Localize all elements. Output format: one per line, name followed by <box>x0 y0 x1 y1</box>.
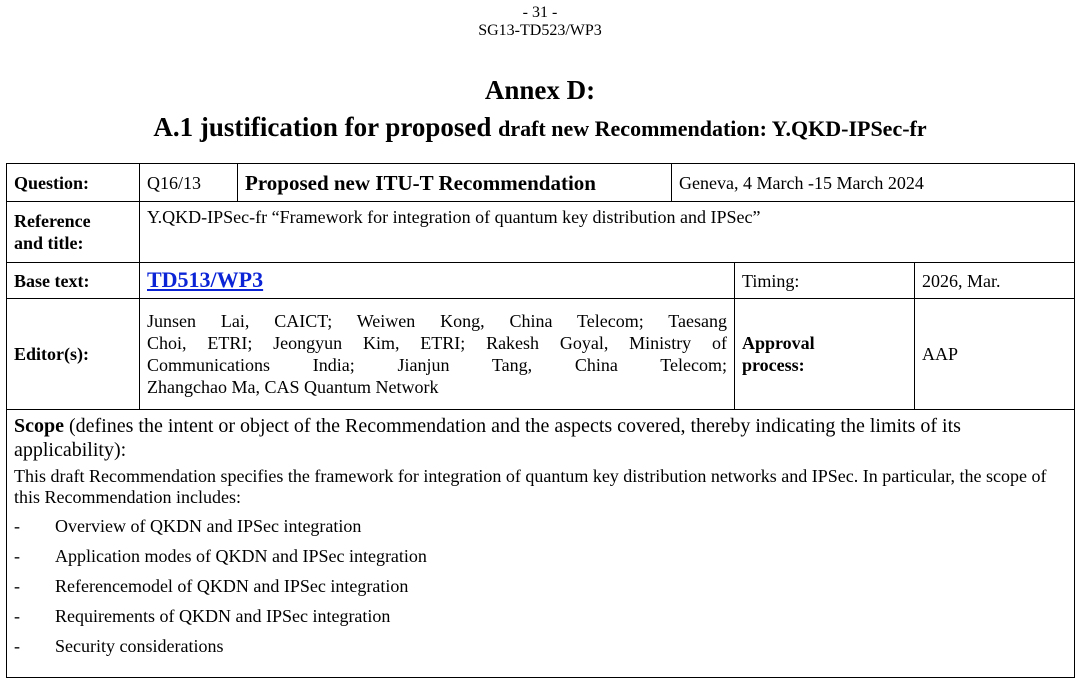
approval-label-line2: process: <box>742 355 805 375</box>
approval-label-line1: Approval <box>742 333 815 353</box>
bullet-dash: - <box>14 576 20 596</box>
editors-line-2: Choi, ETRI; Jeongyun Kim, ETRI; Rakesh Goyal, Ministry of <box>147 333 727 353</box>
editors-line-3: Communications India; Jianjun Tang, China Telecom; <box>147 355 727 375</box>
list-item-text: Overview of QKDN and IPSec integration <box>55 516 362 536</box>
base-text-cell <box>140 263 735 299</box>
editors-row <box>7 299 1075 410</box>
list-item-text: Security considerations <box>55 636 224 656</box>
approval-process-value: AAP <box>915 299 1075 410</box>
justification-title-part2: draft new Recommendation: Y.QKD-IPSec-fr <box>498 116 927 141</box>
reference-label <box>7 202 140 263</box>
base-text-row <box>7 263 1075 299</box>
proposed-recommendation-label: Proposed new ITU-T Recommendation <box>238 164 672 202</box>
editors-label: Editor(s): <box>7 299 140 410</box>
bullet-dash: - <box>14 636 20 656</box>
justification-title-part1: A.1 justification for proposed <box>153 112 499 142</box>
meeting-place-date: Geneva, 4 March -15 March 2024 <box>672 164 1075 202</box>
question-value: Q16/13 <box>140 164 238 202</box>
scope-list <box>14 511 1067 661</box>
list-item <box>14 511 1067 541</box>
base-text-label: Base text: <box>7 263 140 299</box>
list-item-text: Referencemodel of QKDN and IPSec integration <box>55 576 409 596</box>
list-item-text: Requirements of QKDN and IPSec integration <box>55 606 391 626</box>
timing-value: 2026, Mar. <box>915 263 1075 299</box>
question-label: Question: <box>7 164 140 202</box>
scope-body: This draft Recommendation specifies the framework for integration of quantum key distribution networks and IPSec. In particular, the scope of this Recommendation includes: <box>14 466 1047 507</box>
reference-row <box>7 202 1075 263</box>
base-text-link[interactable]: TD513/WP3 <box>147 267 264 292</box>
justification-table <box>6 163 1075 678</box>
editors-line-4: Zhangchao Ma, CAS Quantum Network <box>147 377 439 397</box>
document-reference: SG13-TD523/WP3 <box>478 22 602 39</box>
scope-heading <box>14 410 1067 462</box>
scope-row <box>7 410 1075 678</box>
reference-label-line1: Reference <box>14 211 91 231</box>
bullet-dash: - <box>14 546 20 566</box>
bullet-dash: - <box>14 516 20 536</box>
page-number: - 31 - <box>522 4 558 21</box>
annex-title: Annex D: <box>484 75 596 105</box>
bullet-dash: - <box>14 606 20 626</box>
list-item <box>14 631 1067 661</box>
scope-label: Scope <box>14 415 64 437</box>
reference-value: Y.QKD-IPSec-fr “Framework for integration of quantum key distribution and IPSec” <box>140 202 1075 263</box>
scope-cell <box>7 410 1075 678</box>
approval-process-label <box>735 299 915 410</box>
list-item <box>14 571 1067 601</box>
timing-label: Timing: <box>735 263 915 299</box>
scope-label-description: (defines the intent or object of the Recommendation and the aspects covered, thereby indicating the limits of its applicability): <box>14 415 961 461</box>
question-row <box>7 164 1075 202</box>
editors-line-1: Junsen Lai, CAICT; Weiwen Kong, China Telecom; Taesang <box>147 311 727 331</box>
list-item <box>14 601 1067 631</box>
editors-value <box>140 299 735 410</box>
list-item <box>14 541 1067 571</box>
justification-title <box>0 109 1080 150</box>
reference-label-line2: and title: <box>14 233 84 253</box>
list-item-text: Application modes of QKDN and IPSec integration <box>55 546 427 566</box>
